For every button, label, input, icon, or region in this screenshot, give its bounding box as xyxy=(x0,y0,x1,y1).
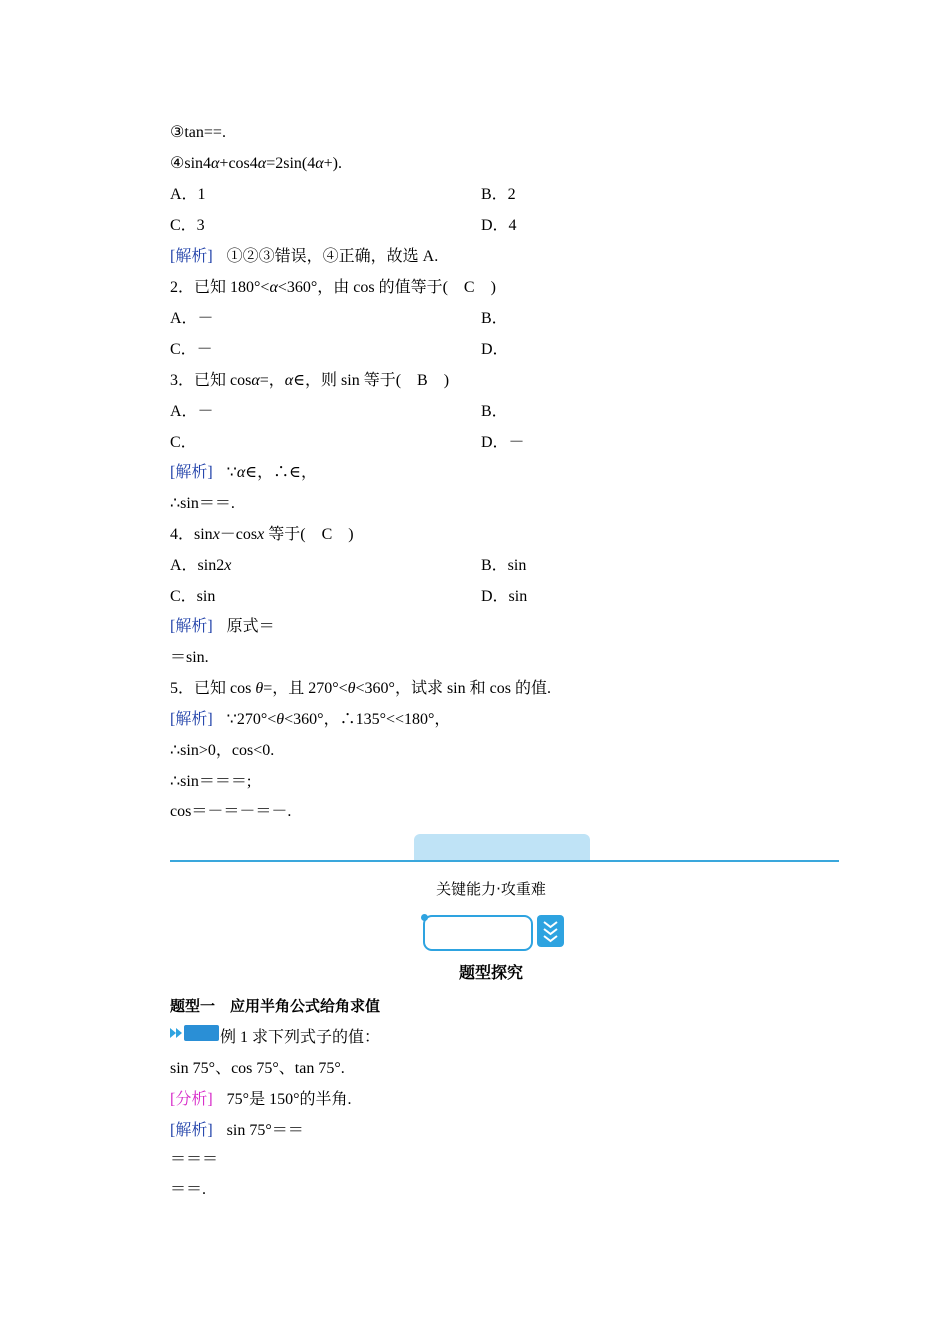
q2-option-b: B． xyxy=(481,310,508,327)
example-1-solution-line-2: ＝＝＝ xyxy=(170,1151,219,1168)
solution-tag: [解析] xyxy=(170,618,213,635)
q5-solution-line-3: ∴sin＝＝＝; xyxy=(170,773,252,790)
chevron-double-down-icon xyxy=(537,915,564,947)
subsection-title: 题型探究 xyxy=(458,963,523,982)
analysis-tag: [分析] xyxy=(170,1091,213,1108)
question-2: 2．已知 180°<α<360°，由 cos 的值等于( C ) xyxy=(170,279,496,296)
q1-option-c: C．3 xyxy=(170,217,205,234)
q3-option-c: C． xyxy=(170,434,197,451)
fast-forward-icon xyxy=(170,1024,220,1047)
section-title: 关键能力·攻重难 xyxy=(436,880,546,898)
q1-option-b: B．2 xyxy=(481,186,516,203)
q4-option-a: A．sin2x xyxy=(170,557,232,574)
q5-solution-line-4: cos＝－＝－＝－. xyxy=(170,803,292,820)
solution-tag: [解析] xyxy=(170,248,213,265)
solution-tag: [解析] xyxy=(170,464,213,481)
line-item-3: ③tan==. xyxy=(170,124,226,141)
q4-solution-line-2: ＝sin. xyxy=(170,649,209,666)
type-heading: 题型一 应用半角公式给角求值 xyxy=(170,997,381,1015)
q1-option-a: A．1 xyxy=(170,186,206,203)
q1-option-d: D．4 xyxy=(481,217,517,234)
q5-solution-line-2: ∴sin>0，cos<0. xyxy=(170,742,275,759)
subhead-box xyxy=(423,915,533,951)
q2-option-d: D． xyxy=(481,341,509,358)
q4-option-d: D．sin xyxy=(481,588,528,605)
question-3: 3．已知 cosα=，α∈，则 sin 等于( B ) xyxy=(170,372,450,389)
q3-option-b: B． xyxy=(481,403,508,420)
example-1-solution-line-3: ＝＝. xyxy=(170,1181,207,1198)
solution-tag: [解析] xyxy=(170,711,213,728)
q2-option-a: A．－ xyxy=(170,310,214,327)
example-1-solution: [解析] sin 75°＝＝ xyxy=(170,1122,304,1139)
q3-option-a: A．－ xyxy=(170,403,214,420)
q3-solution: [解析] ∵α∈，∴∈， xyxy=(170,464,317,481)
q3-option-d: D．－ xyxy=(481,434,525,451)
q4-solution: [解析] 原式＝ xyxy=(170,618,275,635)
q3-solution-line-2: ∴sin＝＝. xyxy=(170,495,235,512)
solution-tag: [解析] xyxy=(170,1122,213,1139)
q2-option-c: C．－ xyxy=(170,341,213,358)
question-5: 5．已知 cos θ=，且 270°<θ<360°，试求 sin 和 cos 的值. xyxy=(170,680,551,697)
example-1-body: sin 75°、cos 75°、tan 75°. xyxy=(170,1060,345,1077)
example-1-analysis: [分析] 75°是 150°的半角. xyxy=(170,1091,352,1108)
q4-option-b: B．sin xyxy=(481,557,527,574)
example-1-prompt: 例 1 求下列式子的值： xyxy=(220,1029,381,1046)
line-item-4: ④sin4α+cos4α=2sin(4α+). xyxy=(170,155,342,172)
q1-solution: [解析] ①②③错误，④正确，故选 A. xyxy=(170,248,439,265)
section-divider xyxy=(170,860,839,862)
section-banner-tab xyxy=(414,834,590,861)
question-4: 4．sinx－cosx 等于( C ) xyxy=(170,526,354,543)
q4-option-c: C．sin xyxy=(170,588,216,605)
q5-solution: [解析] ∵270°<θ<360°，∴135°<<180°， xyxy=(170,711,451,728)
